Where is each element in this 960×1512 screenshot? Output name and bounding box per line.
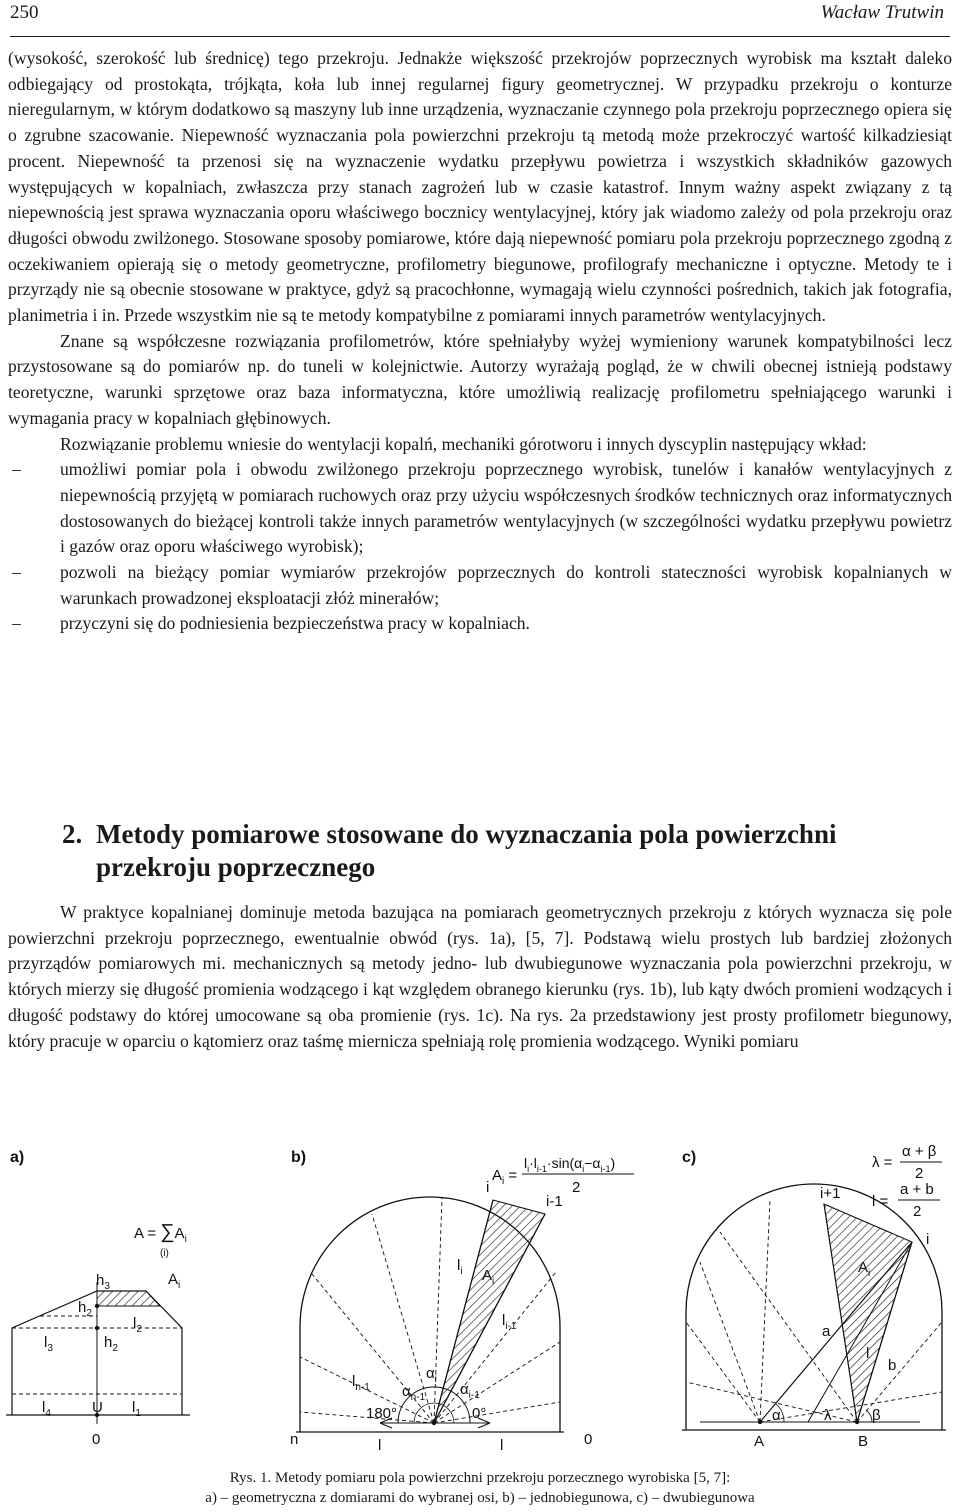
caption-line-2: a) – geometryczna z domiarami do wybranej osi, b) – jednobiegunowa, c) – dwubiegunowa [205,1490,755,1506]
section-paragraph-1: W praktyce kopalnianej dominuje metoda bazująca na pomiarach geometrycznych przekroju z których wyznacza się pole powierzchni przekroju poprzecznego, ewentualnie obwód (rys. 1a), [5, 7]. Podstawą wielu prostych lub bardziej złożonych przyrządów pomiarowych mi. mechanicznych są metody jedno- lub dwubiegunowe wyznaczania pola powierzchni przekroju, w których mierzy się długość promienia wodzącego i kąt względem obranego kierunku (rys. 1b), lub kąty dwóch promieni wodzących i długość podstawy do której umocowane są oba promienie (rys. 1c). Na rys. 2a przedstawiony jest prosty profilometr biegunowy, który pracuje w oparciu o kątomierz oraz taśmę miernicza spełniają rolę promienia wodzącego. Wyniki pomiaru [8,902,952,1051]
pole-b [855,1420,859,1424]
label-alpha-i: $\alpha_i$ [426,1365,437,1385]
lambda-formula-lhs: λ = [872,1154,893,1171]
label-l-right: l [500,1437,504,1454]
label-point-a: A [754,1433,765,1450]
figure-1-drawing [0,1132,960,1462]
body-text [8,46,952,637]
label-lambda: λ [824,1407,832,1424]
label-alpha-i-1: $\alpha_{i-1}$ [460,1381,480,1401]
label-l1: $l_1$ [132,1399,141,1419]
lambda-formula-denominator: 2 [915,1165,924,1182]
list-item-text: przyczyni się do podniesienia bezpieczeństwa pracy w kopalniach. [60,613,530,634]
label-0-deg: 0° [472,1405,487,1422]
label-l4: $l_4$ [42,1399,51,1419]
sum-index: (i) [160,1248,169,1259]
hatched-triangle-ai [434,1200,545,1423]
panel-c-label: c) [682,1149,697,1166]
list-item [8,457,952,560]
dash-marker: – [12,613,21,634]
label-origin-0: 0 [92,1431,101,1448]
excavation-contour [686,1184,942,1430]
label-ai: $A_i$ [168,1271,181,1291]
panel-a [6,1149,190,1448]
hatched-area-ai [824,1204,912,1422]
label-point-b: B [858,1433,869,1450]
label-li-1: $l_{i-1}$ [502,1312,517,1332]
label-l2: $l_2$ [133,1315,142,1335]
label-0: 0 [584,1431,593,1448]
dashed-rays [686,1200,942,1422]
label-l3: $l_3$ [44,1334,53,1354]
label-180-deg: 180° [366,1405,398,1422]
running-head-author: Wacław Trutwin [820,2,944,23]
section-heading [62,818,902,884]
area-formula-numerator: $l_i\cdot l_{i-1}\cdot\sin(\alpha_i-\alpha_{i-1})$ [524,1155,616,1174]
paragraph-1: (wysokość, szerokość lub średnicę) tego przekroju. Jednakże większość przekrojów poprzecznych wyrobisk ma kształt daleko odbiegający od prostokąta, trójkąta, koła lub innej regularnej figury geometrycznej. W przypadku przekroju o konturze nieregularnym, w którym dodatkowo są maszyny lub inne urządzenia, wyznaczanie czynnego pola przekroju poprzecznego opiera się o zgrubne szacowanie. Niepewność wyznaczania pola powierzchni przekroju tą metodą może przekroczyć wartość kilkadziesiąt procent. Niepewność ta przenosi się na wyznaczenie wydatku przepływu powietrza i wszystkich składników gazowych występujących w kopalniach, zwłaszcza przy stanach zagrożeń lub w czasie katastrof. Innym ważny aspekt związany z tą niepewnością jest sprawa wyznaczania oporu właściwego bocznicy wentylacyjnej, który jak wiadomo zależy od pola przekroju oraz długości obwodu zwilżonego. Stosowane sposoby pomiarowe, które dają niepewność pomiaru pola przekroju poprzecznego zgodną z oczekiwaniem opierają się o metody geometryczne, profilometry biegunowe, profilografy mechaniczne i optyczne. Metody te i przyrządy nie są obecnie stosowane w praktyce, gdyż są pracochłonne, wymagają wielu czynności pośrednich, takich jak fotografia, planimetria i in. Przede wszystkim nie są te metody kompatybilne z pomiarami innych parametrów wentylacyjnych. [8,48,952,326]
l-formula-numerator: a + b [900,1181,934,1198]
area-formula-lhs: $A_i$ = [492,1167,518,1187]
label-i-1: i-1 [546,1193,563,1210]
panel-c [682,1143,946,1450]
area-formula-denominator: 2 [572,1179,581,1196]
label-i-plus-1: i+1 [820,1185,841,1202]
label-alpha-n-1: $\alpha_{n-1}$ [402,1383,426,1403]
hatched-area-element [97,1291,160,1306]
label-h2-lower: $h_2$ [104,1334,118,1354]
label-ln-1: $l_{n-1}$ [352,1373,370,1393]
panel-a-label: a) [10,1149,25,1166]
caption-line-1: Rys. 1. Metody pomiaru pola powierzchni przekroju porzecznego wyrobiska [5, 7]: [229,1470,731,1486]
paragraph-2: Znane są współczesne rozwiązania profilometrów, które spełniałyby wyżej wymieniony warunek kompatybilności lecz przystosowane są do pomiarów np. do tuneli w kolejnictwie. Autorzy wyrażają pogląd, że w chwili obecnej istnieją podstawy teoretyczne, warunki sprzętowe oraz baza informatyczna, które umożliwią realizację profilometru spełniającego warunki i wymagania pracy w kopalniach głębinowych. [8,330,952,428]
label-alpha: α [772,1407,781,1424]
section-body [8,900,952,1054]
section-title: Metody pomiarowe stosowane do wyznaczania pola powierzchni przekroju poprzecznego [96,819,837,882]
label-l: l [866,1345,870,1362]
label-beta: β [872,1407,881,1424]
label-ai: $A_i$ [858,1259,871,1279]
figure-caption [0,1468,960,1508]
pole-point [432,1421,436,1425]
label-n: n [290,1431,299,1448]
figure-1 [0,1132,960,1462]
list-item [8,560,952,611]
list-item [8,611,952,637]
list-item-text: umożliwi pomiar pola i obwodu zwilżonego przekroju poprzecznego wyrobisk, tunelów i kanałów wentylacyjnych z niepewnością przyjętą w pomiarach ruchowych oraz przy użyciu współczesnych środków technicznych oraz informatycznych dostosowanych do bieżącej kontroli także innych parametrów wentylacyjnych (w szczególności wydatku przepływu powietrz i gazów oraz oporu właściwego wyrobisk); [60,459,952,557]
list-item-text: pozwoli na bieżący pomiar wymiarów przekrojów poprzecznych do kontroli stateczności wyrobisk kopalnianych w warunkach prowadzonej eksploatacji złóż minerałów; [60,562,952,608]
pole-a [758,1420,762,1424]
label-u: U [92,1399,103,1416]
l-formula-lhs: l = [872,1193,889,1210]
label-a: a [822,1323,831,1340]
page-number: 250 [10,2,39,23]
label-h2: $h_2$ [78,1299,92,1319]
lambda-formula-numerator: α + β [902,1143,937,1160]
section-number: 2. [62,819,83,849]
area-sum-formula: $A = \sum A_i$ [134,1221,187,1245]
label-h3: $h_3$ [96,1272,110,1292]
page-header [10,0,950,37]
label-li: $l_i$ [457,1257,463,1277]
dash-marker: – [12,562,21,583]
dash-marker: – [12,459,21,480]
l-formula-denominator: 2 [913,1203,922,1220]
paragraph-3: Rozwiązanie problemu wniesie do wentylacji kopalń, mechaniki górotworu i innych dyscyplin następujący wkład: [60,433,867,454]
panel-b [290,1149,634,1454]
label-ai: $A_i$ [482,1267,495,1287]
contribution-list [8,457,952,637]
label-i: i [486,1179,490,1196]
label-b: b [888,1357,897,1374]
label-i: i [926,1231,930,1248]
label-l-left: l [378,1437,382,1454]
panel-b-label: b) [291,1149,307,1166]
